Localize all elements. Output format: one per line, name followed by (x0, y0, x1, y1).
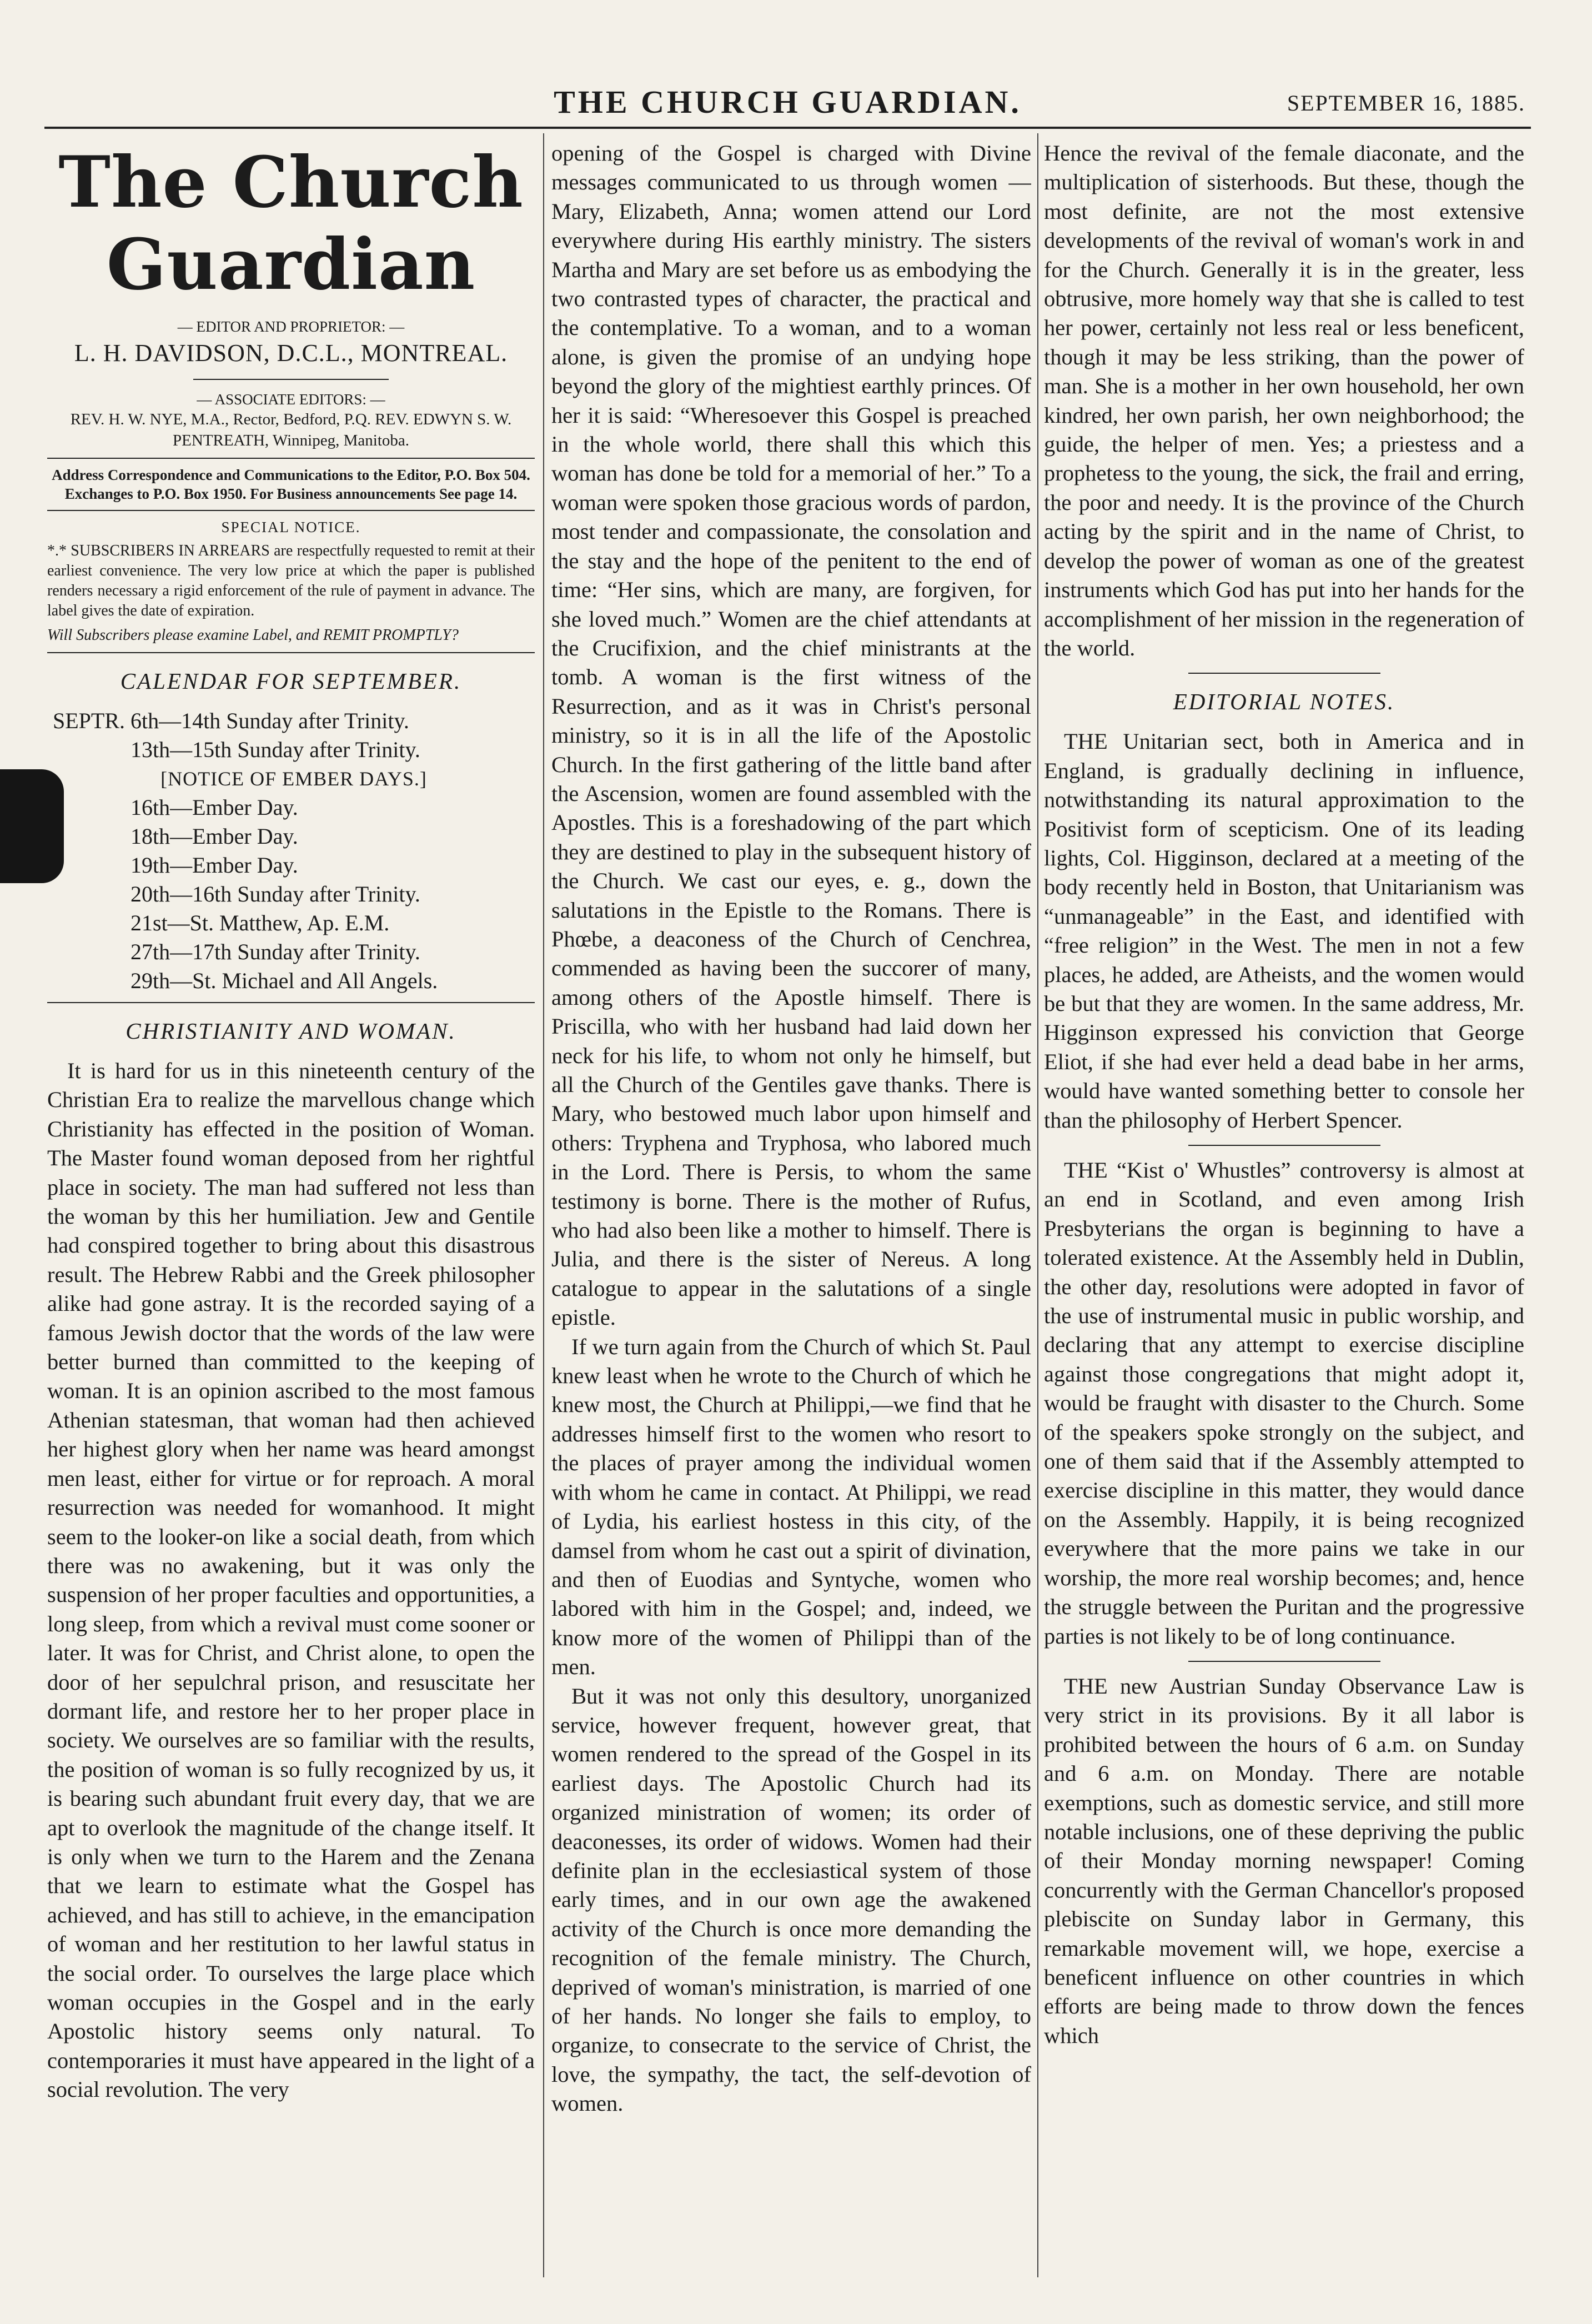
calendar-month: SEPTR. (53, 708, 125, 733)
divider (193, 379, 388, 380)
article-paragraph: But it was not only this desultory, unorganized service, however frequent, however great, that women rendered to the spread of the Gospel in its earliest days. The Apostolic Church had its organized ministration of women; its order of deaconesses, its order of widows. Women had their definite plan in the ecclesiastical system of those early times, and in our own age the awakened activity of the Church is once more demanding the recognition of the female ministry. The Church, deprived of woman's ministration, is married of one of her hands. No longer she fails to employ, to organize, to consecrate to the service of Christ, the love, the sympathy, the tact, the self-devotion of women. (551, 1683, 1031, 2116)
divider (1188, 1661, 1380, 1662)
running-head (50, 83, 1525, 128)
running-head-date: SEPTEMBER 16, 1885. (1287, 91, 1525, 116)
divider (47, 458, 535, 459)
address-notice: Address Correspondence and Communications to the Editor, P.O. Box 504. Exchanges to P.O. Box 1950. For Business announcements See page 14. (52, 467, 530, 502)
calendar-entry: 13th—15th Sunday after Trinity. (130, 737, 420, 762)
calendar-entry: 18th—Ember Day. (130, 824, 298, 849)
divider (1188, 673, 1380, 674)
column-1 (47, 139, 535, 2277)
special-notice-heading: SPECIAL NOTICE. (221, 519, 361, 535)
editorial-note: THE Unitarian sect, both in America and in England, is gradually declining in influence, notwithstanding its natural approximation to the Positivist form of scepticism. One of its leading lights, Col. Higginson, declared at a meeting of the body recently held in Boston, that Unitarianism was “unmanageable” in the East, and identified with “free religion” in the West. The men in not a few places, he added, are Atheists, and the women would be but that they are women. In the same address, Mr. Higginson expressed his conviction that George Eliot, if she had ever held a dead babe in her arms, would have wanted something better to console her than the philosophy of Herbert Spencer. (1044, 729, 1524, 1133)
special-notice-text: *.* SUBSCRIBERS IN ARREARS are respectfully requested to remit at their earliest convenience. The very low price at which the paper is published renders necessary a rigid enforcement of the rule of payment in advance. The label gives the date of expiration. (47, 542, 535, 619)
editorial-note: THE “Kist o' Whustles” controversy is almost at an end in Scotland, and even among Irish Presbyterians the organ is beginning to have a tolerated existence. At the Assembly held in Dublin, the other day, resolutions were adopted in favor of the use of instrumental music in public worship, and declaring that any attempt to exercise discipline against those congregations that might adopt it, would be fraught with disaster to the Church. Some of the speakers spoke strongly on the subject, and one of them said that if the Assembly attempted to exercise discipline in this matter, they would dance on the Assembly. Happily, it is being recognized everywhere that the more pains we take in our worship, the more real worship becomes; and, hence the struggle between the Puritan and the progressive parties is not likely to be of long continuance. (1044, 1158, 1524, 1649)
special-notice-footer: Will Subscribers please examine Label, and REMIT PROMPTLY? (47, 627, 459, 644)
column-2 (551, 139, 1031, 2277)
article-heading: CHRISTIANITY AND WOMAN. (125, 1018, 456, 1044)
calendar-entry: 20th—16th Sunday after Trinity. (130, 881, 420, 906)
article-paragraph: opening of the Gospel is charged with Divine messages communicated to us through women —Mary, Elizabeth, Anna; women attend our Lord everywhere during His earthly ministry. The sisters Martha and Mary are set before us as embodying the two contrasted types of character, the practical and the contemplative. To a woman, and to a woman alone, is given the promise of an undying hope beyond the glory of the mightiest earthly princes. Of her it is said: “Wheresoever this Gospel is preached in the whole world, there shall this which this woman has done be told for a memorial of her.” To a woman were spoken those gracious words of pardon, most tender and compassionate, the consolation and the stay and the hope of the penitent to the end of time: “Her sins, which are many, are forgiven, for she loved much.” Women are the chief attendants at the Crucifixion, and the chief ministrants at the tomb. A woman is the first witness of the Resurrection, and as it was in Christ's personal ministry, so it is in all the life of the Apostolic Church. In the first gathering of the little band after the Ascension, women are found assembled with the Apostles. This is a foreshadowing of the part which they are destined to play in the subsequent history of the Church. We cast our eyes, e. g., down the salutations in the Epistle to the Romans. There is Phœbe, a deaconess of the Church of Cenchrea, commended as having been the succorer of many, among others of the Apostle himself. There is Priscilla, who with her husband had laid down her neck for his life, to whom not only he himself, but all the Church of the Gentiles gave thanks. There is Mary, who bestowed much labor upon himself and others: Tryphena and Tryphosa, who labored much in the Lord. There is Persis, to whom the same testimony is borne. There is the mother of Rufus, who had also been like a mother to himself. There is Julia, and there is the sister of Nereus. A long catalogue to appear in the salutations of a single epistle. (551, 141, 1031, 1330)
calendar-entry: 19th—Ember Day. (130, 853, 298, 878)
calendar-entry: 21st—St. Matthew, Ap. E.M. (130, 910, 390, 935)
calendar-list (53, 707, 535, 995)
masthead-title: The Church Guardian (58, 141, 524, 305)
divider (47, 510, 535, 511)
article-paragraph: If we turn again from the Church of which St. Paul knew least when he wrote to the Church of which he knew most, the Church at Philippi,—we find that he addresses himself first to the women who resort to the places of prayer among the individual women with whom he came in contact. At Philippi, we read of Lydia, his earliest hostess in this city, of the damsel from whom he cast out a spirit of divination, and then of Euodias and Syntyche, women who labored with him in the Gospel; and, indeed, we know more of the women of Philippi than of the men. (551, 1334, 1031, 1680)
associate-editors-label: — ASSOCIATE EDITORS: — (197, 391, 385, 408)
calendar-notice: [NOTICE OF EMBER DAYS.] (160, 768, 427, 790)
editorial-notes-heading: EDITORIAL NOTES. (1173, 689, 1395, 715)
header-rule (44, 127, 1531, 129)
column-3 (1044, 139, 1524, 2277)
calendar-entry: 29th—St. Michael and All Angels. (130, 968, 438, 993)
divider (47, 652, 535, 653)
article-paragraph: It is hard for us in this nineteenth century of the Christian Era to realize the marvellous change which Christianity has effected in the position of Woman. The Master found woman deposed from her rightful place in society. The man had suffered not less than the woman by this her humiliation. Jew and Gentile had conspired together to bring about this disastrous result. The Hebrew Rabbi and the Greek philosopher alike had gone astray. It is the recorded saying of a famous Jewish doctor that the words of the law were better burned than committed to the keeping of woman. It is an opinion ascribed to the most famous Athenian statesman, that woman had then achieved her highest glory when her name was heard amongst men least, either for virtue or for reproach. A moral resurrection was needed for womanhood. It might seem to the looker-on like a social death, from which there was no awakening, but it was only the suspension of her proper faculties and opportunities, a long sleep, from which a revival must come sooner or later. It was for Christ, and Christ alone, to open the door of her sepulchral prison, and resuscitate her dormant life, and restore her to her proper place in society. We ourselves are so familiar with the results, the position of woman is so fully recognized by us, it is bearing such abundant fruit every day, that we are apt to overlook the magnitude of the change itself. It is only when we turn to the Harem and the Zenana that we learn to estimate what the Gospel has achieved, and has still to achieve, in the emancipation of woman and her restitution to her lawful status in the social order. To ourselves the large place which woman occupies in the Gospel and in the early Apostolic history seems only natural. To contemporaries it must have appeared in the light of a social revolution. The very (47, 1058, 535, 2102)
calendar-heading: CALENDAR FOR SEPTEMBER. (120, 668, 462, 694)
divider (1188, 1145, 1380, 1146)
associate-editors-names: REV. H. W. NYE, M.A., Rector, Bedford, P.Q. REV. EDWYN S. W. PENTREATH, Winnipeg, Manitoba. (70, 410, 512, 449)
column-rule-1 (543, 133, 544, 2277)
column-rule-2 (1037, 133, 1038, 2277)
running-head-title: THE CHURCH GUARDIAN. (554, 84, 1022, 120)
editor-name: L. H. DAVIDSON, D.C.L., MONTREAL. (74, 339, 508, 367)
editorial-note: THE new Austrian Sunday Observance Law is very strict in its provisions. By it all labor is prohibited between the hours of 6 a.m. on Sunday and 6 a.m. on Monday. There are notable exemptions, such as domestic service, and still more notable inclusions, one of these depriving the public of their Monday morning newspaper! Coming concurrently with the German Chancellor's proposed plebiscite on Sunday labor in Germany, this remarkable movement will, we hope, exercise a beneficent influence on other countries in which efforts are being made to throw down the fences which (1044, 1673, 1524, 2048)
calendar-entry: 27th—17th Sunday after Trinity. (130, 939, 420, 964)
editor-label: — EDITOR AND PROPRIETOR: — (177, 318, 405, 335)
article-paragraph: Hence the revival of the female diaconate, and the multiplication of sisterhoods. But these, though the most definite, are not the most extensive developments of the revival of woman's work in and for the Church. Generally it is in the greater, less obtrusive, more homely way that she is called to test her power, certainly not less real or less beneficent, though it may be less striking, than the power of man. She is a mother in her own household, her own kindred, her own parish, her own neighborhood; the guide, the helper of men. Yes; a priestess and a prophetess to the young, the sick, the frail and erring, the poor and needy. It is the province of the Church acting by the spirit and in the name of Christ, to develop the power of woman as one of the greatest instruments which God has put into her hands for the accomplishment of her mission in the regeneration of the world. (1044, 141, 1524, 660)
divider (47, 1002, 535, 1003)
calendar-entry: SEPTR. 6th—14th Sunday after Trinity. (53, 708, 409, 733)
calendar-entry: 16th—Ember Day. (130, 795, 298, 820)
